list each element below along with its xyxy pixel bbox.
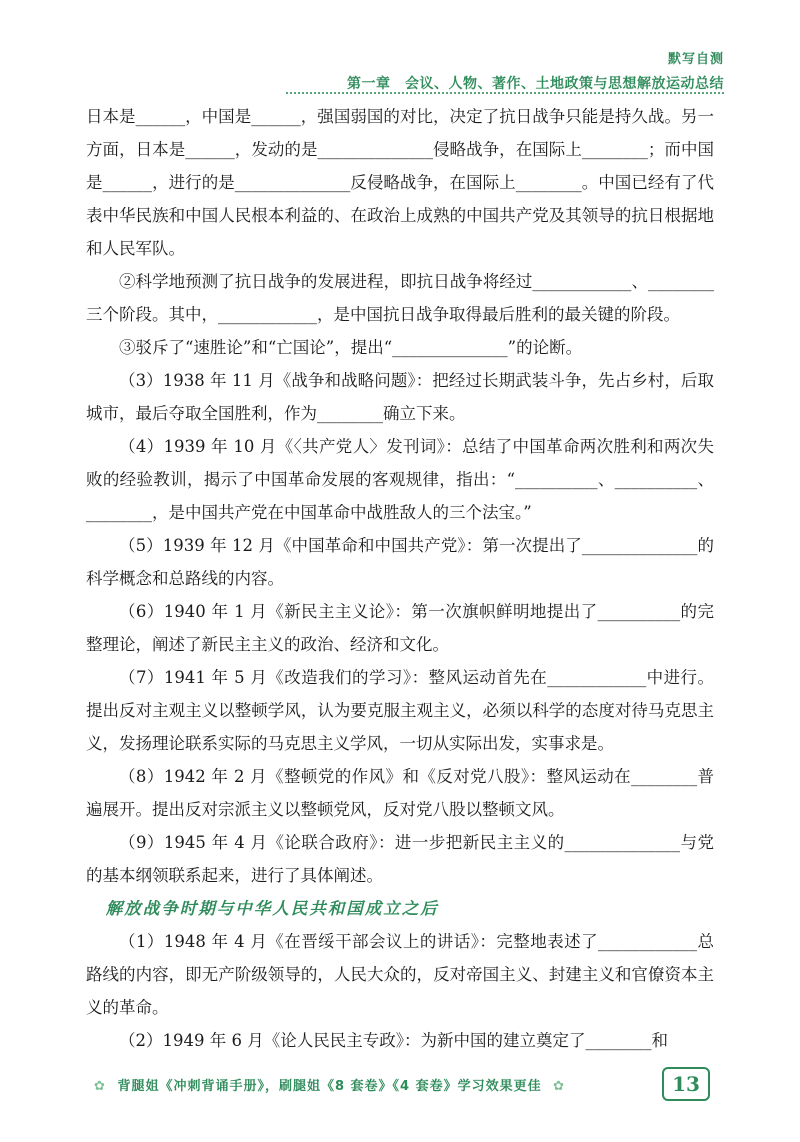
- clover-icon: ✿: [94, 1079, 106, 1094]
- paragraph-7: （6）1940 年 1 月《新民主主义论》：第一次旗帜鲜明地提出了__________的完整理论，阐述了新民主主义的政治、经济和文化。: [86, 602, 714, 654]
- paragraph-11: （1）1948 年 4 月《在晋绥干部会议上的讲话》：完整地表述了____________总路线的内容，即无产阶级领导的，人民大众的，反对帝国主义、封建主义和官僚资本主义的革命。: [86, 932, 714, 1017]
- page-footer: [88, 1075, 571, 1094]
- page-content: [86, 100, 714, 1057]
- section-heading: 解放战争时期与中华人民共和国成立之后: [105, 899, 439, 918]
- paragraph-2: ②科学地预测了抗日战争的发展进程，即抗日战争将经过____________、________三个阶段。其中，____________，是中国抗日战争取得最后胜利的最关键的阶段。: [86, 272, 714, 324]
- paragraph-12: （2）1949 年 6 月《论人民民主专政》：为新中国的建立奠定了________和: [119, 1031, 668, 1050]
- clover-icon: ✿: [553, 1079, 566, 1094]
- paragraph-8: （7）1941 年 5 月《改造我们的学习》：整风运动首先在____________中进行。提出反对主观主义以整顿学风，认为要克服主观主义，必须以科学的态度对待马克思主义，发扬理论联系实际的马克思主义学风，一切从实际出发，实事求是。: [86, 668, 714, 753]
- header-divider: [286, 92, 724, 94]
- page-number: 13: [662, 1067, 710, 1101]
- paragraph-4: （3）1938 年 11 月《战争和战略问题》：把经过长期武装斗争，先占乡村，后取城市，最后夺取全国胜利，作为________确立下来。: [86, 371, 714, 423]
- paragraph-9: （8）1942 年 2 月《整顿党的作风》和《反对党八股》：整风运动在________普遍展开。提出反对宗派主义以整顿党风，反对党八股以整顿文风。: [86, 767, 714, 819]
- paragraph-10: （9）1945 年 4 月《论联合政府》：进一步把新民主主义的______________与党的基本纲领联系起来，进行了具体阐述。: [86, 833, 714, 885]
- footer-text: 背腿姐《冲刺背诵手册》，刷腿姐《8 套卷》《4 套卷》学习效果更佳: [117, 1079, 542, 1094]
- paragraph-1: 日本是______，中国是______，强国弱国的对比，决定了抗日战争只能是持久战。另一方面，日本是______，发动的是______________侵略战争，在国际上________；而中国是______，进行的是______________反侵略战争，在国际上________。中国已经有了代表中华民族和中国人民根本利益的、在政治上成熟的中国共产党及其领导的抗日根据地和人民军队。: [86, 107, 714, 258]
- paragraph-5: （4）1939 年 10 月《〈共产党人〉发刊词》：总结了中国革命两次胜利和两次失败的经验教训，揭示了中国革命发展的客观规律，指出：“__________、__________、________，是中国共产党在中国革命中战胜敌人的三个法宝。”: [86, 437, 714, 522]
- header-title: 默写自测: [667, 52, 724, 67]
- paragraph-6: （5）1939 年 12 月《中国革命和中国共产党》：第一次提出了______________的科学概念和总路线的内容。: [86, 536, 714, 588]
- page-header: [347, 48, 724, 93]
- paragraph-3: ③驳斥了“速胜论”和“亡国论”，提出“______________”的论断。: [119, 338, 583, 357]
- chapter-title: 第一章 会议、人物、著作、土地政策与思想解放运动总结: [347, 76, 724, 92]
